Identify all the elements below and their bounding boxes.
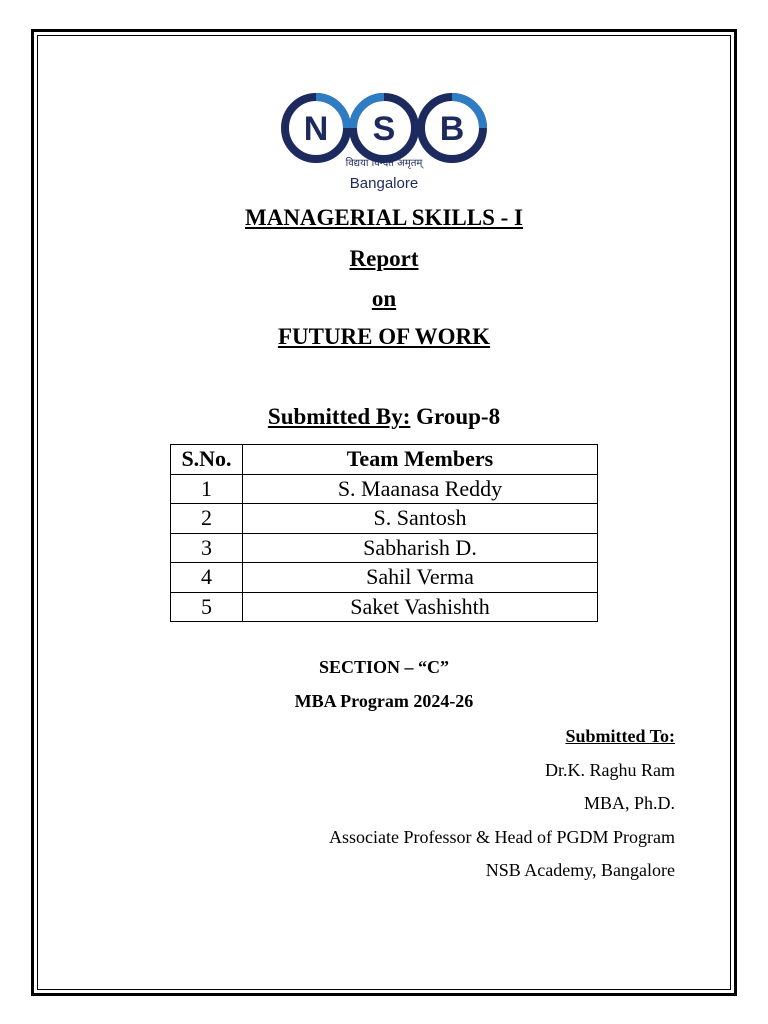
logo-letter-b: B [439,110,465,148]
logo-tagline: विद्यया विन्दते अमृतम् [345,158,423,169]
section-label: SECTION – “C” [318,657,450,677]
member-name-cell: Saket Vashishth [243,592,598,622]
group-name: Group-8 [416,404,501,429]
member-name-cell: Sahil Verma [243,563,598,593]
course-title: MANAGERIAL SKILLS - I [245,205,523,230]
submitted-to-label: Submitted To: [565,726,675,746]
report-topic: FUTURE OF WORK [277,324,491,349]
sno-cell: 1 [171,474,243,504]
sno-cell: 3 [171,533,243,563]
submitted-by-label: Submitted By: [267,404,411,429]
member-name-cell: S. Santosh [243,504,598,534]
sno-cell: 4 [171,563,243,593]
professor-title: Associate Professor & Head of PGDM Program [329,827,675,847]
table-row [171,592,598,622]
logo-letter-n: N [303,110,329,148]
program-label: MBA Program 2024-26 [294,691,474,711]
team-table-header [171,445,598,475]
table-row [171,474,598,504]
table-row [171,533,598,563]
logo-letter-s: S [372,110,396,148]
sno-cell: 5 [171,592,243,622]
member-name-cell: Sabharish D. [243,533,598,563]
table-row [171,563,598,593]
report-label: Report [349,246,419,271]
member-name-cell: S. Maanasa Reddy [243,474,598,504]
table-row [171,504,598,534]
professor-name: Dr.K. Raghu Ram [545,760,675,780]
nsb-logo [278,90,490,194]
logo-city: Bangalore [349,175,419,192]
sno-cell: 2 [171,504,243,534]
sno-header: S.No. [171,445,243,475]
professor-degrees: MBA, Ph.D. [583,793,675,813]
on-label: on [371,286,397,311]
submitted-by-line [0,404,768,430]
members-header: Team Members [243,445,598,475]
team-table [170,444,598,622]
professor-institution: NSB Academy, Bangalore [485,860,675,880]
